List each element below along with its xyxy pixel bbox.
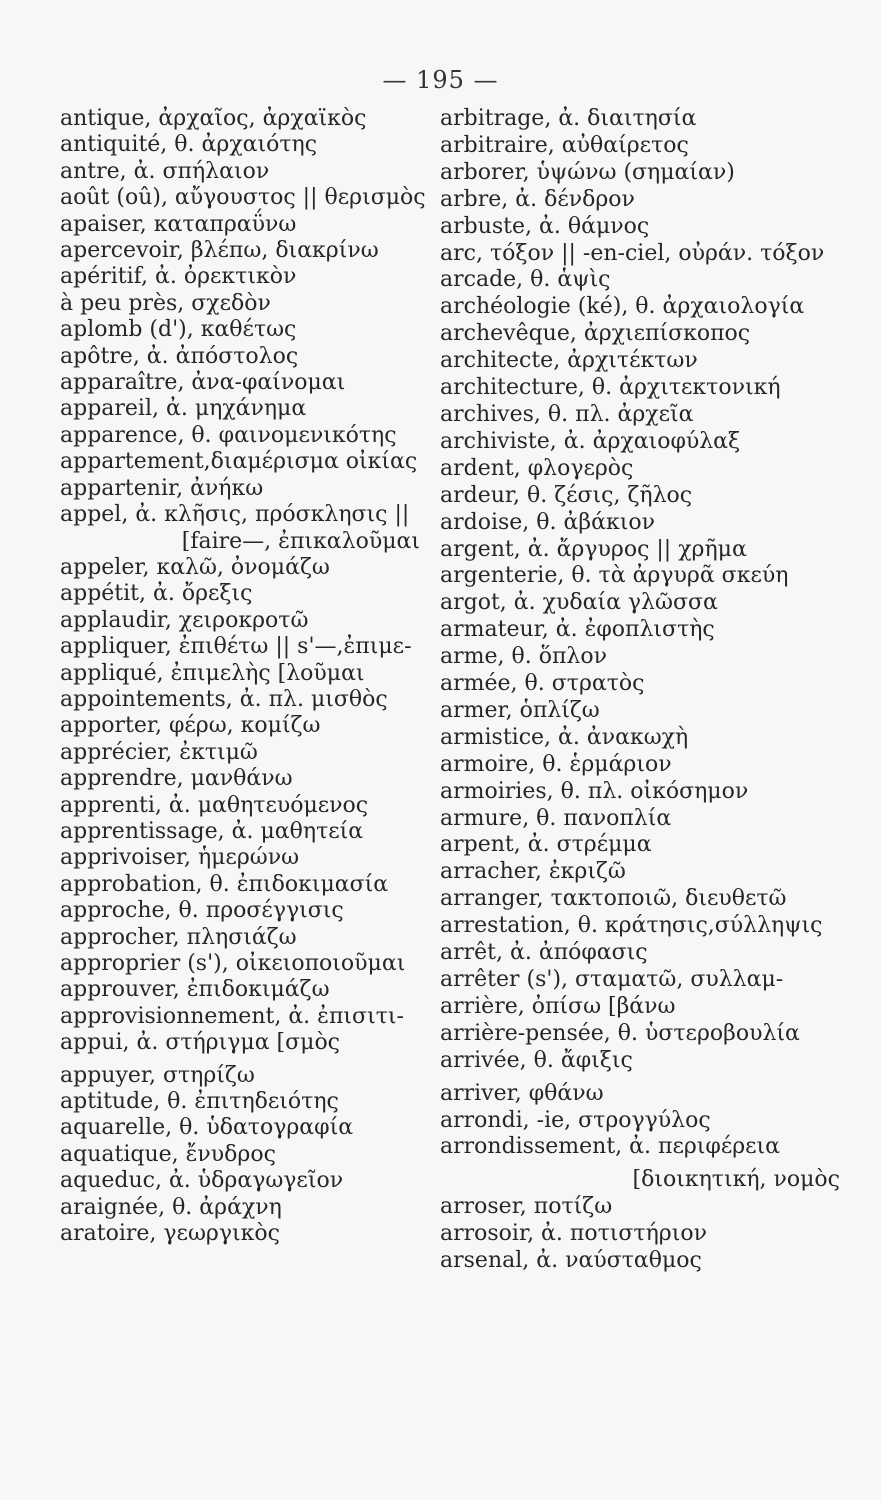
dictionary-entry: arrière-pensée, θ. ὑστεροβουλία — [440, 1020, 800, 1046]
dictionary-entry: armateur, ἀ. ἐφοπλιστὴς — [440, 617, 715, 643]
dictionary-entry: argenterie, θ. τὰ ἀργυρᾶ σκεύη — [440, 563, 789, 589]
dictionary-entry: approcher, πλησιάζω — [60, 924, 297, 950]
dictionary-entry: arbre, ἀ. δένδρον — [440, 186, 635, 212]
dictionary-entry: aqueduc, ἀ. ὑδραγωγεῖον — [60, 1168, 344, 1194]
dictionary-entry: aplomb (d'), καθέτως — [60, 317, 297, 343]
dictionary-entry: aquarelle, θ. ὑδατογραφία — [60, 1115, 354, 1141]
dictionary-entry: armistice, ἀ. ἀνακωχὴ — [440, 724, 689, 750]
dictionary-entry: apprivoiser, ἡμερώνω — [60, 845, 300, 871]
dictionary-entry: appui, ἀ. στήριγμα [σμὸς — [60, 1030, 341, 1056]
dictionary-entry: apprendre, μανθάνω — [60, 766, 293, 792]
dictionary-entry: appuyer, στηρίζω — [60, 1062, 255, 1088]
dictionary-entry: archives, θ. πλ. ἀρχεῖα — [440, 401, 694, 427]
dictionary-entry: appartement,διαμέρισμα οἰκίας — [60, 449, 418, 475]
dictionary-entry: ardeur, θ. ζέσις, ζῆλος — [440, 482, 693, 508]
dictionary-entry: [faire—, ἐπικαλοῦμαι — [181, 528, 420, 554]
dictionary-entry: appliquer, ἐπιθέτω || s'—,ἐπιμε- — [60, 634, 412, 660]
dictionary-entry: arbuste, ἀ. θάμνος — [440, 213, 650, 239]
dictionary-entry: ardent, φλογερὸς — [440, 455, 634, 481]
dictionary-entry: arborer, ὑψώνω (σημαίαν) — [440, 159, 735, 185]
dictionary-entry: appointements, ἀ. πλ. μισθὸς — [60, 686, 388, 712]
dictionary-entry: aquatique, ἔνυδρος — [60, 1141, 276, 1167]
dictionary-entry: armoire, θ. ἑρμάριον — [440, 751, 672, 777]
dictionary-entry: arrondissement, ἀ. περιφέρεια — [440, 1134, 781, 1160]
dictionary-entry: apprentissage, ἀ. μαθητεία — [60, 818, 364, 844]
dictionary-entry: armée, θ. στρατὸς — [440, 671, 645, 697]
dictionary-entry: architecture, θ. ἀρχιτεκτονική — [440, 375, 781, 401]
dictionary-entry: arriver, φθάνω — [440, 1080, 604, 1106]
dictionary-entry: arrosoir, ἀ. ποτιστήριον — [440, 1221, 707, 1247]
dictionary-entry: arc, τόξον || -en-ciel, οὐράν. τόξον — [440, 240, 825, 266]
dictionary-entry: approvisionnement, ἀ. ἐπισιτι- — [60, 1003, 404, 1029]
dictionary-entry: antre, ἀ. σπήλαιον — [60, 158, 270, 184]
dictionary-entry: architecte, ἀρχιτέκτων — [440, 348, 698, 374]
dictionary-entry: apéritif, ἀ. ὀρεκτικὸν — [60, 264, 297, 290]
dictionary-entry: apprécier, ἐκτιμῶ — [60, 739, 258, 765]
dictionary-entry: applaudir, χειροκροτῶ — [60, 607, 309, 633]
dictionary-entry: arpent, ἀ. στρέμμα — [440, 832, 652, 858]
dictionary-entry: araignée, θ. ἀράχνη — [60, 1194, 282, 1220]
dictionary-entry: apôtre, ἀ. ἀπόστολος — [60, 343, 299, 369]
page-number: — 195 — — [382, 66, 499, 94]
dictionary-entry: antique, ἀρχαῖος, ἀρχαϊκὸς — [60, 106, 367, 131]
dictionary-entry: arme, θ. ὅπλον — [440, 644, 607, 670]
dictionary-entry: ardoise, θ. ἀβάκιον — [440, 509, 655, 535]
dictionary-entry: apprenti, ἀ. μαθητευόμενος — [60, 792, 369, 818]
dictionary-entry: arracher, ἐκριζῶ — [440, 859, 626, 885]
dictionary-entry: aptitude, θ. ἐπιτηδειότης — [60, 1089, 339, 1115]
dictionary-entry: armure, θ. πανοπλία — [440, 805, 672, 831]
dictionary-entry: approche, θ. προσέγγισις — [60, 898, 344, 924]
dictionary-entry: archéologie (ké), θ. ἀρχαιολογία — [440, 294, 805, 320]
dictionary-entry: appel, ἀ. κλῆσις, πρόσκλησις || — [60, 502, 410, 528]
dictionary-entry: apercevoir, βλέπω, διακρίνω — [60, 238, 379, 264]
dictionary-entry: antiquité, θ. ἀρχαιότης — [60, 132, 318, 158]
dictionary-entry: approuver, ἐπιδοκιμάζω — [60, 977, 330, 1003]
dictionary-entry: appétit, ἀ. ὄρεξις — [60, 581, 253, 607]
dictionary-entry: arrêt, ἀ. ἀπόφασις — [440, 940, 648, 966]
dictionary-entry: arrière, ὀπίσω [βάνω — [440, 993, 676, 1019]
dictionary-entry: argot, ἀ. χυδαία γλῶσσα — [440, 590, 718, 616]
dictionary-entry: arranger, τακτοποιῶ, διευθετῶ — [440, 886, 787, 912]
dictionary-entry: août (oû), αὔγουστος || θερισμὸς — [60, 185, 426, 211]
dictionary-entry: appeler, καλῶ, ὀνομάζω — [60, 554, 330, 580]
dictionary-entry: arrêter (s'), σταματῶ, συλλαμ- — [440, 967, 784, 992]
dictionary-entry: approbation, θ. ἐπιδοκιμασία — [60, 871, 389, 897]
dictionary-entry: argent, ἀ. ἄργυρος || χρῆμα — [440, 536, 747, 562]
dictionary-entry: approprier (s'), οἰκειοποιοῦμαι — [60, 951, 406, 976]
dictionary-entry: appartenir, ἀνήκω — [60, 475, 264, 501]
dictionary-entry: arsenal, ἀ. ναύσταθμος — [440, 1248, 702, 1274]
dictionary-entry: apporter, φέρω, κομίζω — [60, 713, 321, 739]
dictionary-entry: [διοικητική, νομὸς — [632, 1167, 840, 1193]
dictionary-entry: apparaître, ἀνα-φαίνομαι — [60, 370, 346, 396]
dictionary-entry: arcade, θ. ἁψὶς — [440, 267, 611, 293]
dictionary-entry: à peu près, σχεδὸν — [60, 290, 271, 316]
dictionary-entry: archevêque, ἀρχιεπίσκοπος — [440, 321, 751, 347]
right-column — [440, 106, 840, 1275]
dictionary-entry: arbitraire, αὐθαίρετος — [440, 132, 689, 158]
dictionary-entry: arrestation, θ. κράτησις,σύλληψις — [440, 913, 823, 939]
dictionary-entry: appliqué, ἐπιμελὴς [λοῦμαι — [60, 660, 365, 686]
dictionary-entry: apaiser, καταπραΰνω — [60, 211, 297, 237]
dictionary-entry: apparence, θ. φαινομενικότης — [60, 422, 397, 448]
dictionary-entry: aratoire, γεωργικὸς — [60, 1221, 280, 1247]
dictionary-entry: arroser, ποτίζω — [440, 1194, 613, 1220]
dictionary-entry: arbitrage, ἀ. διαιτησία — [440, 106, 697, 131]
left-column — [60, 106, 426, 1247]
dictionary-entry: archiviste, ἀ. ἀρχαιοφύλαξ — [440, 428, 741, 454]
dictionary-entry: arrondi, -ie, στρογγύλος — [440, 1107, 711, 1133]
dictionary-entry: appareil, ἀ. μηχάνημα — [60, 396, 307, 422]
dictionary-entry: arrivée, θ. ἄφιξις — [440, 1047, 633, 1073]
dictionary-entry: armoiries, θ. πλ. οἰκόσημον — [440, 778, 749, 804]
dictionary-entry: armer, ὁπλίζω — [440, 697, 600, 723]
